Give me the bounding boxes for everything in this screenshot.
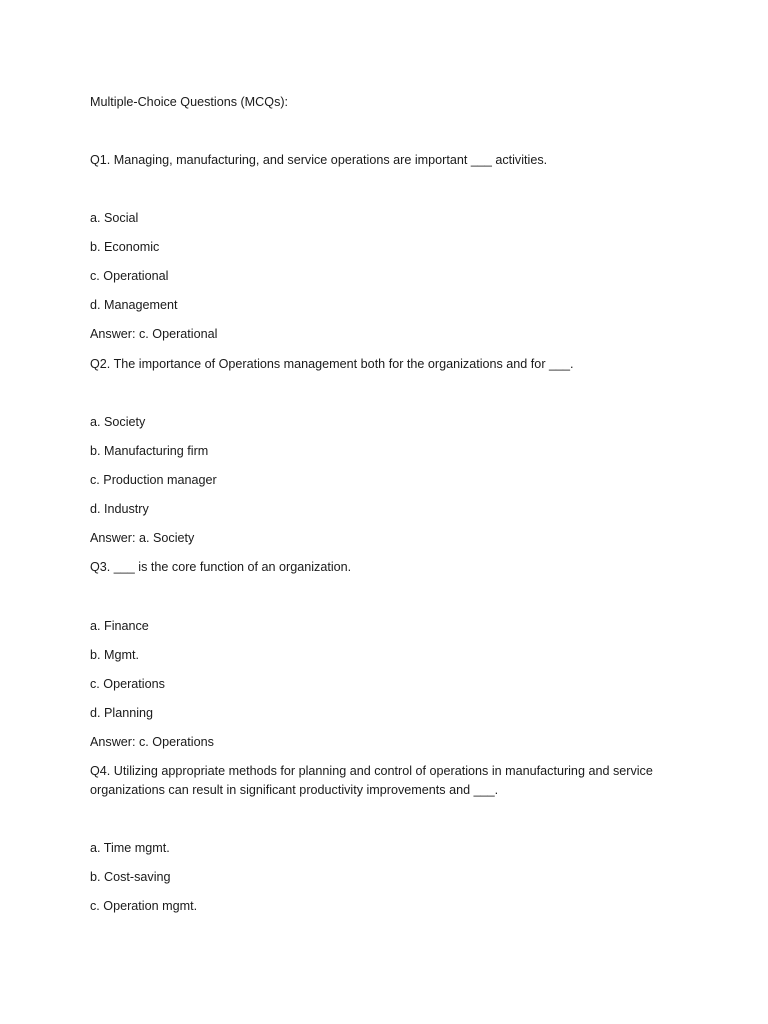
q2-answer: Answer: a. Society <box>90 531 195 545</box>
question-1: Q1. Managing, manufacturing, and service operations are important ___ activities. <box>90 153 548 167</box>
document-page <box>90 0 690 1024</box>
q4-option-c: c. Operation mgmt. <box>90 899 198 913</box>
q1-option-b: b. Economic <box>90 240 160 254</box>
document-heading: Multiple-Choice Questions (MCQs): <box>90 95 289 109</box>
q1-option-a: a. Social <box>90 211 139 225</box>
question-4-line-1: Q4. Utilizing appropriate methods for planning and control of operations in manufacturing and service <box>90 764 653 778</box>
q3-answer: Answer: c. Operations <box>90 735 214 749</box>
q2-option-c: c. Production manager <box>90 473 217 487</box>
q4-option-a: a. Time mgmt. <box>90 841 170 855</box>
q3-option-d: d. Planning <box>90 706 154 720</box>
question-4-line-2: organizations can result in significant productivity improvements and ___. <box>90 783 499 797</box>
q2-option-b: b. Manufacturing firm <box>90 444 209 458</box>
q2-option-a: a. Society <box>90 415 146 429</box>
q4-option-b: b. Cost-saving <box>90 870 171 884</box>
q2-option-d: d. Industry <box>90 502 149 516</box>
q1-option-d: d. Management <box>90 298 178 312</box>
question-3: Q3. ___ is the core function of an organization. <box>90 560 352 574</box>
q3-option-c: c. Operations <box>90 677 165 691</box>
q1-option-c: c. Operational <box>90 269 169 283</box>
q1-answer: Answer: c. Operational <box>90 327 218 341</box>
question-2: Q2. The importance of Operations management both for the organizations and for ___. <box>90 357 574 371</box>
q3-option-b: b. Mgmt. <box>90 648 139 662</box>
q3-option-a: a. Finance <box>90 619 149 633</box>
